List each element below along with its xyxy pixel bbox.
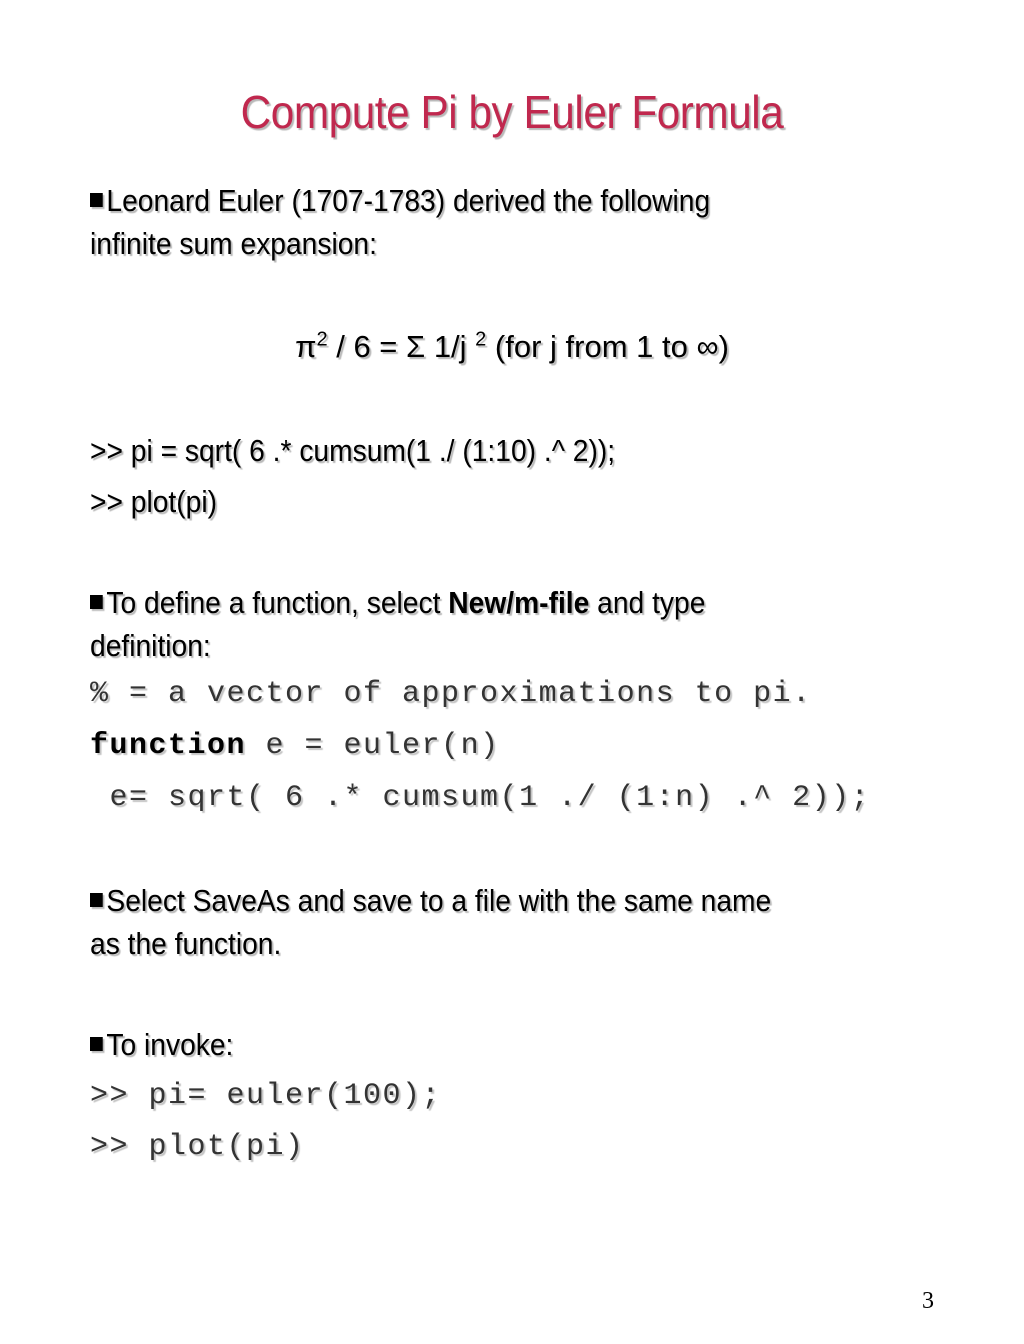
command-line-2: >> plot(pi)	[90, 484, 218, 519]
code-function-signature	[90, 726, 500, 766]
square-bullet-icon	[90, 1037, 103, 1051]
function-signature-text: e = euler(n)	[246, 729, 500, 763]
invoke-line-1: >> pi= euler(100);	[90, 1079, 442, 1113]
bullet-invoke-text: To invoke:	[106, 1027, 234, 1062]
formula-term: 1/j	[425, 329, 476, 364]
formula-exponent: 2	[316, 328, 328, 351]
square-bullet-icon	[90, 893, 103, 907]
bullet-euler-text: Leonard Euler (1707-1783) derived the following	[106, 183, 711, 218]
new-mfile-label: New/m-file	[448, 585, 590, 620]
function-keyword: function	[90, 729, 247, 763]
square-bullet-icon	[90, 595, 103, 609]
page-number: 3	[922, 1288, 934, 1314]
formula-close: )	[718, 329, 729, 364]
bullet-define-text-end: and type	[589, 585, 706, 620]
bullet-define-line2: definition:	[90, 628, 211, 663]
command-line-1: >> pi = sqrt( 6 .* cumsum(1 ./ (1:10) .^ 2));	[90, 433, 616, 468]
bullet-define-line1	[90, 582, 705, 624]
bullet-euler-line1	[90, 180, 710, 222]
pi-symbol: π	[295, 329, 317, 364]
bullet-saveas-line1	[90, 880, 771, 922]
sigma-symbol: Σ	[406, 329, 426, 364]
code-function-body: e= sqrt( 6 .* cumsum(1 ./ (1:n) .^ 2));	[90, 781, 871, 815]
infinity-symbol: ∞	[696, 329, 719, 364]
code-comment: % = a vector of approximations to pi.	[90, 677, 812, 711]
formula-middle: / 6 =	[327, 329, 407, 364]
formula-range: (for j from 1 to	[486, 329, 697, 364]
bullet-euler-line2: infinite sum expansion:	[90, 226, 377, 261]
bullet-saveas-line2: as the function.	[90, 926, 282, 961]
bullet-saveas-text: Select SaveAs and save to a file with the same name	[106, 883, 772, 918]
bullet-define-text: To define a function, select	[106, 585, 449, 620]
slide-title: Compute Pi by Euler Formula	[240, 86, 784, 138]
formula-term-exponent: 2	[475, 328, 487, 351]
bullet-invoke	[90, 1024, 233, 1066]
invoke-line-2: >> plot(pi)	[90, 1130, 305, 1164]
euler-formula	[0, 326, 1024, 368]
square-bullet-icon	[90, 193, 103, 207]
